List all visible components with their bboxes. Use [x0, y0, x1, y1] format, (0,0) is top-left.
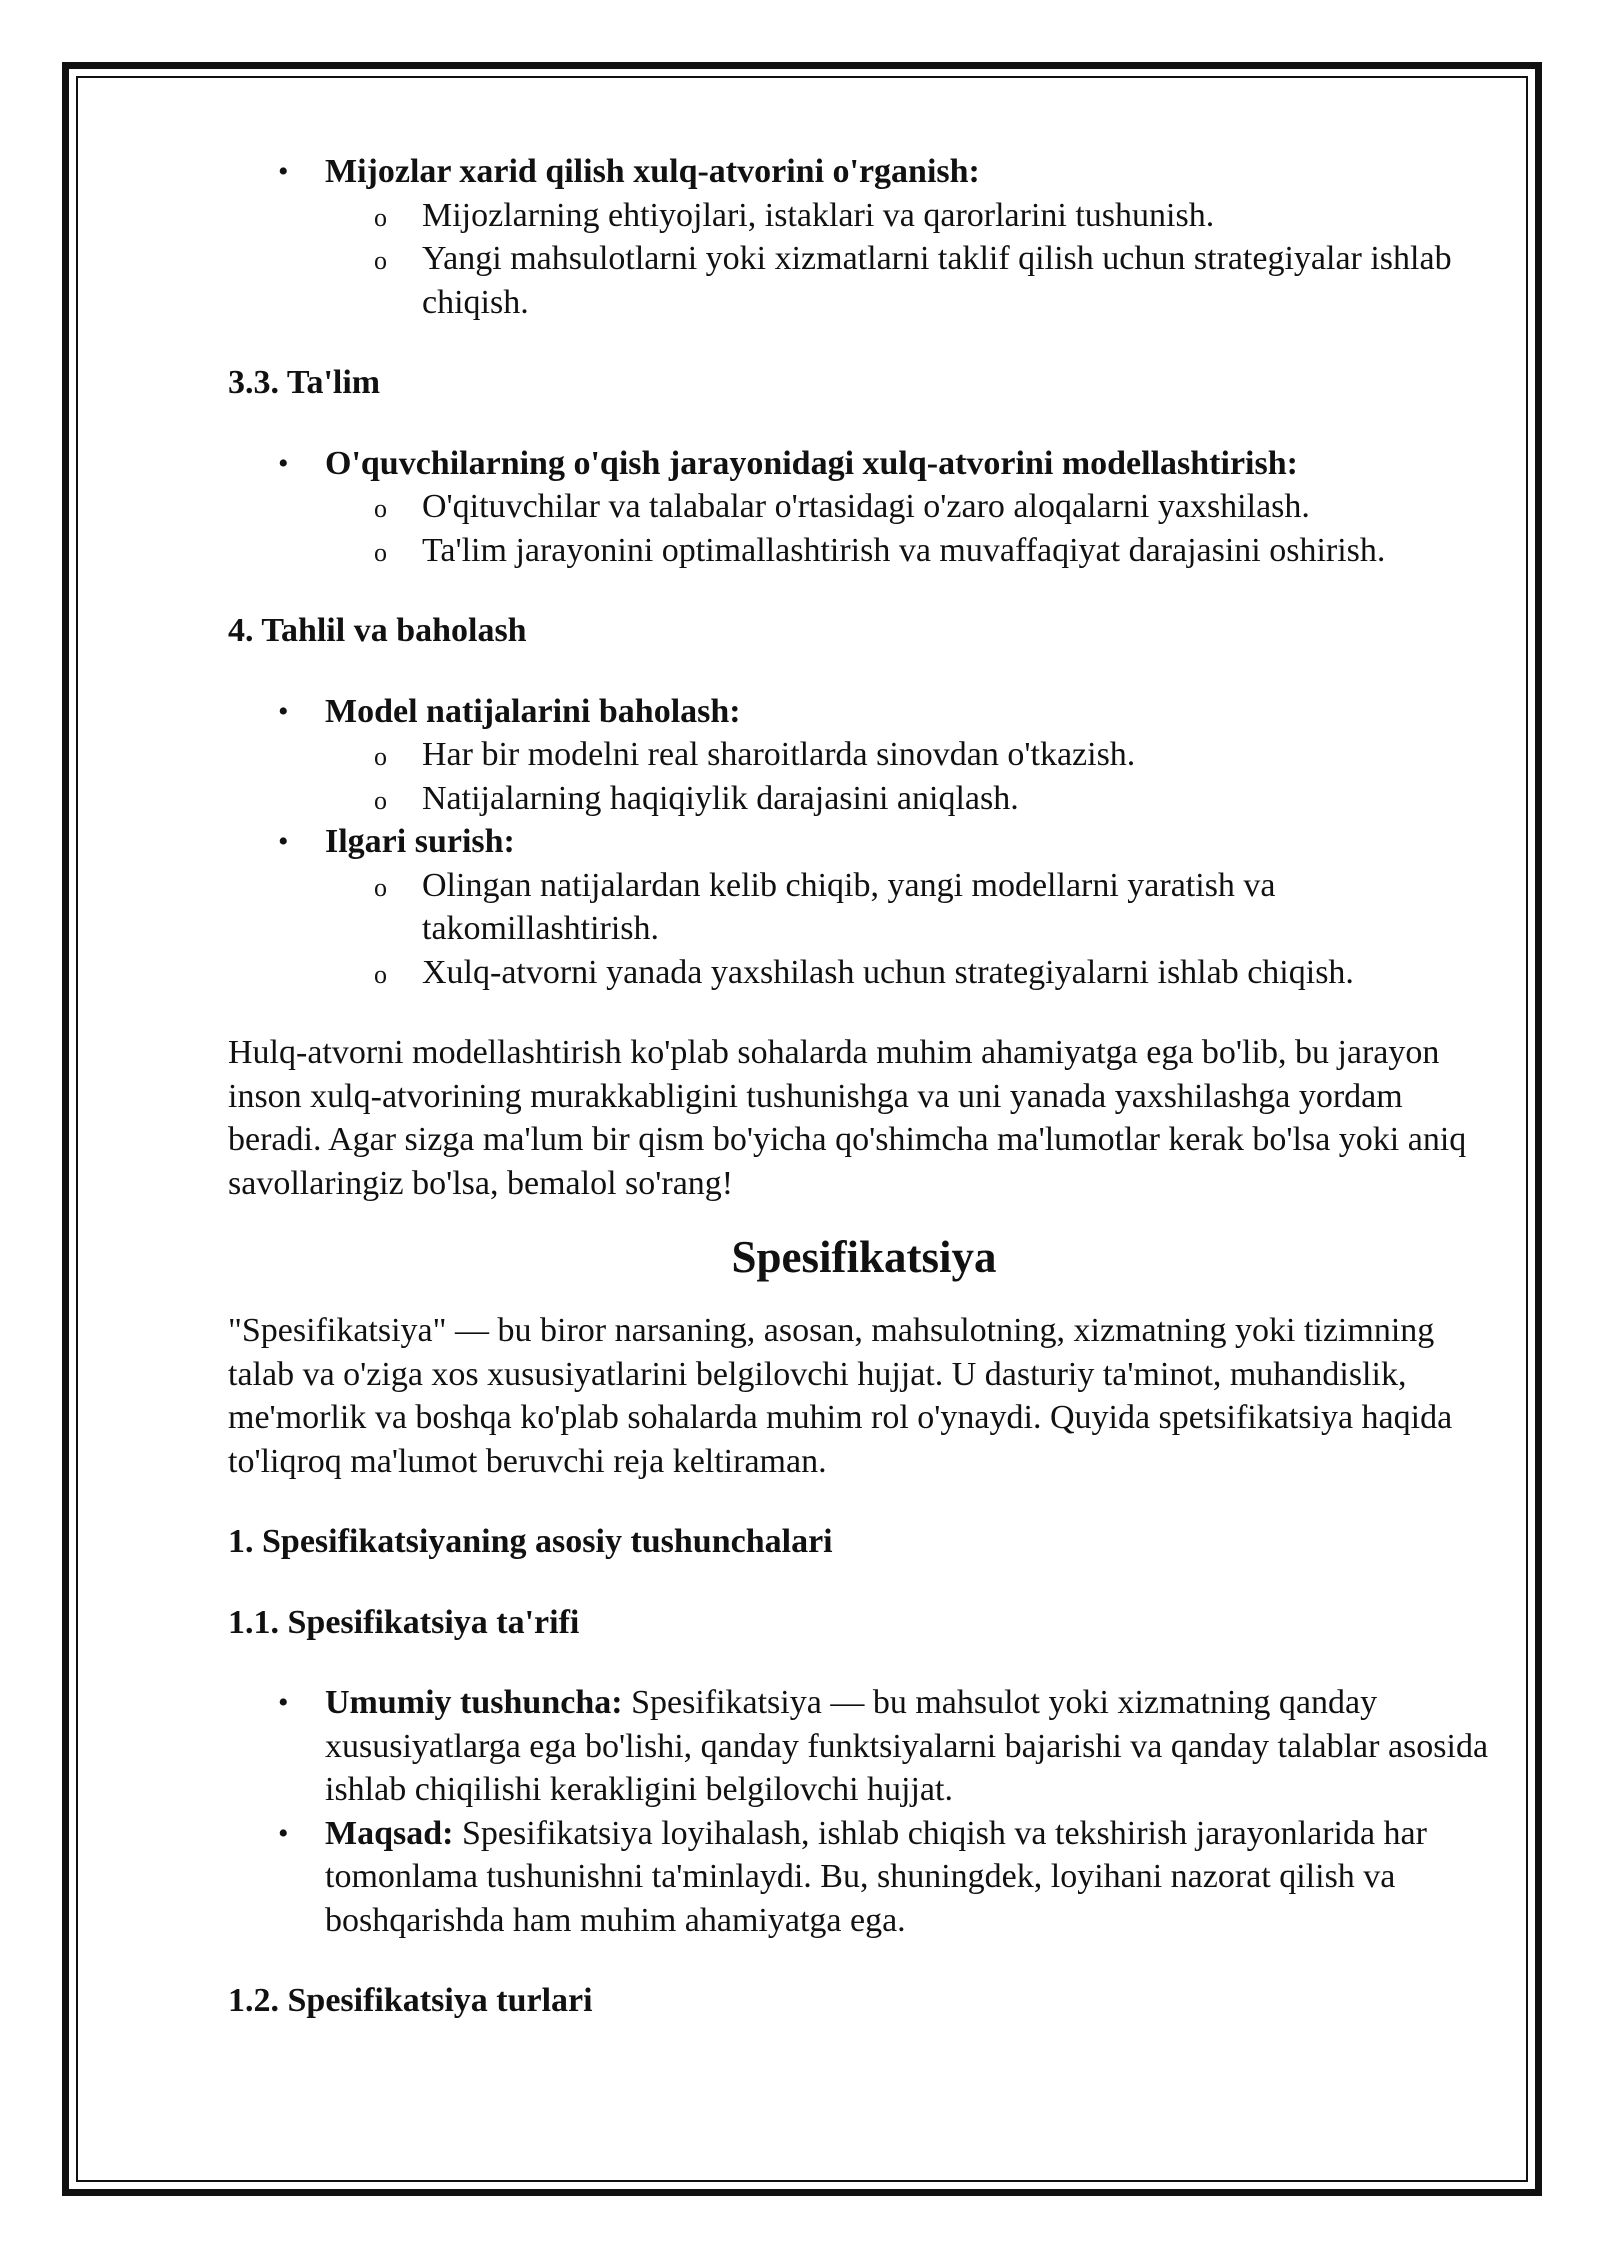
sub-bullet-item — [228, 485, 1500, 529]
bullet-icon: • — [278, 155, 289, 188]
intro-paragraph: "Spesifikatsiya" — bu biror narsaning, asosan, mahsulotning, xizmatning yoki tizimning talab va o'ziga xos xususiyatlarini belgilovchi hujjat. U dasturiy ta'minot, muhandislik, me'morlik va boshqa ko'plab sohalarda muhim rol o'ynaydi. Quyida spetsifikatsiya haqida to'liqroq ma'lumot beruvchi reja keltiraman. — [228, 1312, 1453, 1480]
section-heading-1-2: 1.2. Spesifikatsiya turlari — [228, 1982, 593, 2019]
bullet-item — [228, 1681, 1500, 1812]
bullet-label: Maqsad: — [325, 1814, 454, 1852]
sub-bullet-icon: o — [374, 872, 387, 902]
bullet-item — [228, 442, 1500, 486]
sub-bullet-icon: o — [374, 202, 387, 232]
bullet-text: Spesifikatsiya loyihalash, ishlab chiqish va tekshirish jarayonlarida har tomonlama tushunishni ta'minlaydi. Bu, shuningdek, loyihani nazorat qilish va boshqarishda ham muhim ahamiyatga ega. — [325, 1814, 1427, 1939]
sub-bullet-text: Olingan natijalardan kelib chiqib, yangi modellarni yaratish va takomillashtirish. — [422, 866, 1276, 947]
bullet-heading: O'quvchilarning o'qish jarayonidagi xulq-atvorini modellashtirish: — [325, 444, 1298, 482]
summary-paragraph: Hulq-atvorni modellashtirish ko'plab sohalarda muhim ahamiyatga ega bo'lib, bu jarayon inson xulq-atvorining murakkabligini tushunishga va uni yanada yaxshilashga yordam beradi. Agar sizga ma'lum bir qism bo'yicha qo'shimcha ma'lumotlar kerak bo'lsa yoki aniq savollaringiz bo'lsa, bemalol so'rang! — [228, 1034, 1467, 1202]
bullet-heading: Model natijalarini baholash: — [325, 692, 741, 730]
bullet-item — [228, 820, 1500, 864]
bullet-icon: • — [278, 694, 289, 728]
section-heading-1: 1. Spesifikatsiyaning asosiy tushunchalari — [228, 1523, 833, 1560]
document-body — [228, 150, 1500, 2023]
sub-bullet-item — [228, 237, 1500, 324]
bullet-icon: • — [278, 446, 289, 480]
bullet-text: Spesifikatsiya — bu mahsulot yoki xizmatning qanday xususiyatlarga ega bo'lishi, qanday funktsiyalarni bajarishi va qanday talablar asosida ishlab chiqilishi kerakligini belgilovchi hujjat. — [325, 1684, 1489, 1808]
bullet-item — [228, 690, 1500, 734]
bullet-icon: • — [278, 1686, 289, 1719]
sub-bullet-item — [228, 864, 1500, 951]
bullet-icon: • — [278, 1816, 289, 1850]
sub-bullet-text: Ta'lim jarayonini optimallashtirish va muvaffaqiyat darajasini oshirish. — [422, 531, 1386, 569]
sub-bullet-text: Yangi mahsulotlarni yoki xizmatlarni taklif qilish uchun strategiyalar ishlab chiqish. — [422, 240, 1452, 321]
bullet-item — [228, 150, 1500, 194]
section-heading-4: 4. Tahlil va baholash — [228, 612, 527, 649]
sub-bullet-item — [228, 194, 1500, 238]
sub-bullet-item — [228, 951, 1500, 995]
page-title: Spesifikatsiya — [731, 1232, 997, 1282]
bullet-item — [228, 1812, 1500, 1943]
bullet-heading: Mijozlar xarid qilish xulq-atvorini o'rganish: — [325, 153, 980, 190]
bullet-icon: • — [278, 825, 289, 858]
sub-bullet-icon: o — [374, 742, 387, 771]
bullet-label: Umumiy tushuncha: — [325, 1684, 623, 1721]
sub-bullet-text: Har bir modelni real sharoitlarda sinovdan o'tkazish. — [422, 736, 1136, 773]
sub-bullet-item — [228, 777, 1500, 821]
sub-bullet-text: O'qituvchilar va talabalar o'rtasidagi o'zaro aloqalarni yaxshilash. — [422, 488, 1310, 525]
sub-bullet-icon: o — [374, 246, 387, 275]
sub-bullet-icon: o — [374, 537, 387, 567]
bullet-heading: Ilgari surish: — [325, 823, 515, 860]
sub-bullet-icon: o — [374, 785, 387, 815]
sub-bullet-text: Xulq-atvorni yanada yaxshilash uchun strategiyalarni ishlab chiqish. — [422, 953, 1354, 991]
sub-bullet-icon: o — [374, 959, 387, 989]
sub-bullet-item — [228, 529, 1500, 573]
sub-bullet-icon: o — [374, 494, 387, 523]
sub-bullet-text: Mijozlarning ehtiyojlari, istaklari va qarorlarini tushunish. — [422, 196, 1215, 234]
section-heading-3-3: 3.3. Ta'lim — [228, 364, 381, 401]
sub-bullet-text: Natijalarning haqiqiylik darajasini aniqlash. — [422, 779, 1019, 817]
sub-bullet-item — [228, 733, 1500, 777]
section-heading-1-1: 1.1. Spesifikatsiya ta'rifi — [228, 1603, 580, 1641]
